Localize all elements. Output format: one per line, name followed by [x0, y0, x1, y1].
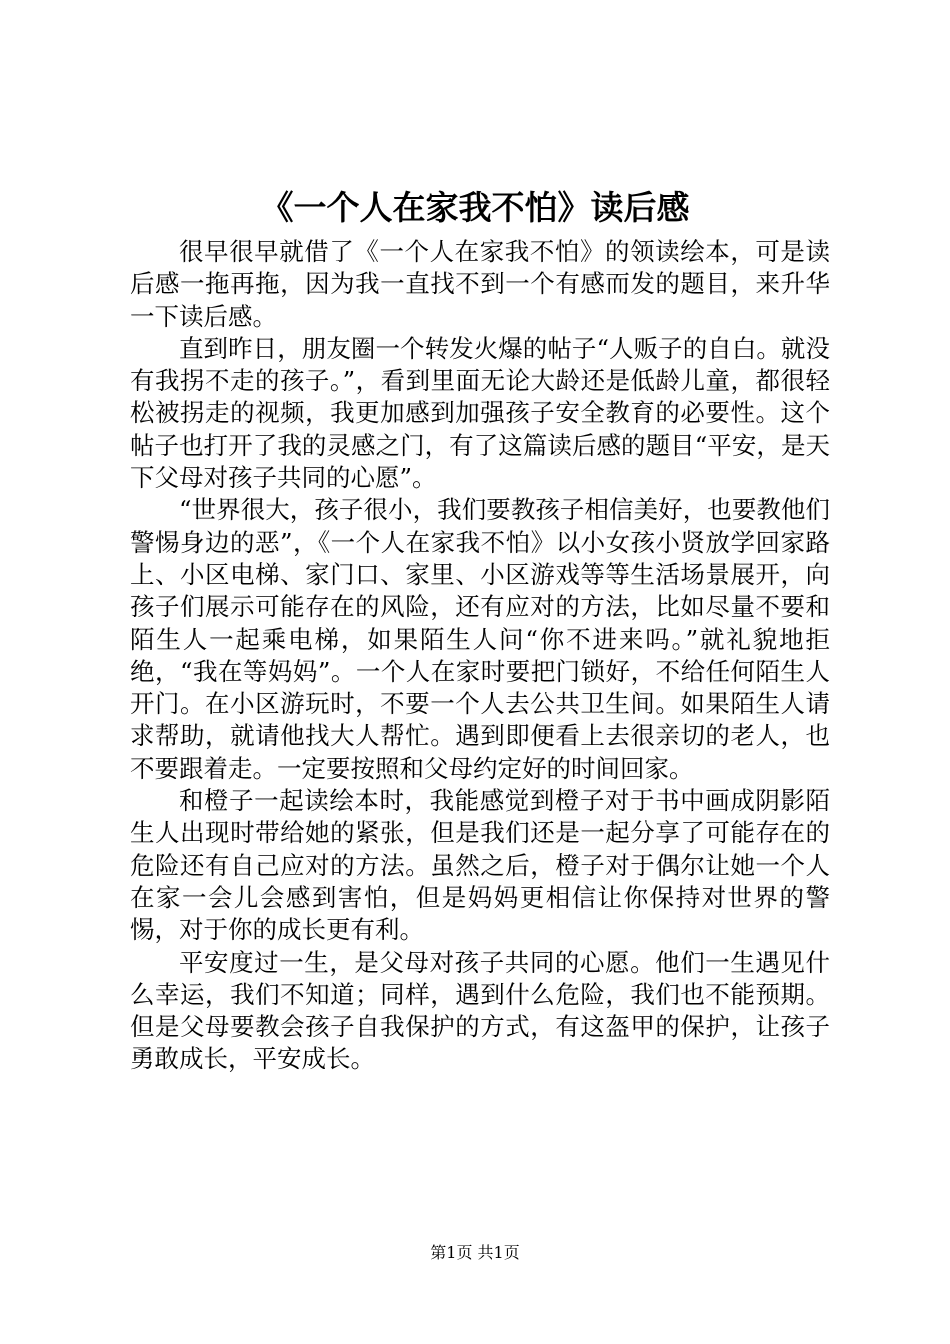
paragraph-4: 和橙子一起读绘本时，我能感觉到橙子对于书中画成阴影陌生人出现时带给她的紧张，但是我们还是一起分享了可能存在的危险还有自己应对的方法。虽然之后，橙子对于偶尔让她一个人在家一会儿会感到害怕，但是妈妈更相信让你保持对世界的警惕，对于你的成长更有利。: [130, 786, 830, 945]
document-body: [130, 236, 830, 1076]
paragraph-5: 平安度过一生，是父母对孩子共同的心愿。他们一生遇见什么幸运，我们不知道；同样，遇到什么危险，我们也不能预期。但是父母要教会孩子自我保护的方式，有这盔甲的保护，让孩子勇敢成长，平安成长。: [130, 947, 830, 1074]
paragraph-1: 很早很早就借了《一个人在家我不怕》的领读绘本，可是读后感一拖再拖，因为我一直找不到一个有感而发的题目，来升华一下读后感。: [130, 237, 830, 331]
paragraph-2: 直到昨日，朋友圈一个转发火爆的帖子“人贩子的自白。就没有我拐不走的孩子。”，看到里面无论大龄还是低龄儿童，都很轻松被拐走的视频，我更加感到加强孩子安全教育的必要性。这个帖子也打开了我的灵感之门，有了这篇读后感的题目“平安，是天下父母对孩子共同的心愿”。: [130, 333, 830, 493]
document-title: 《一个人在家我不怕》读后感: [260, 188, 690, 227]
paragraph-3: “世界很大，孩子很小，我们要教孩子相信美好，也要教他们警惕身边的恶”，《一个人在家我不怕》以小女孩小贤放学回家路上、小区电梯、家门口、家里、小区游戏等等生活场景展开，向孩子们展示可能存在的风险，还有应对的方法，比如尽量不要和陌生人一起乘电梯，如果陌生人问“你不进来吗。”就礼貌地拒绝，“我在等妈妈”。一个人在家时要把门锁好，不给任何陌生人开门。在小区游玩时，不要一个人去公共卫生间。如果陌生人请求帮助，就请他找大人帮忙。遇到即便看上去很亲切的老人，也不要跟着走。一定要按照和父母约定好的时间回家。: [130, 495, 830, 783]
page-footer: 第1页 共1页: [430, 1243, 520, 1262]
